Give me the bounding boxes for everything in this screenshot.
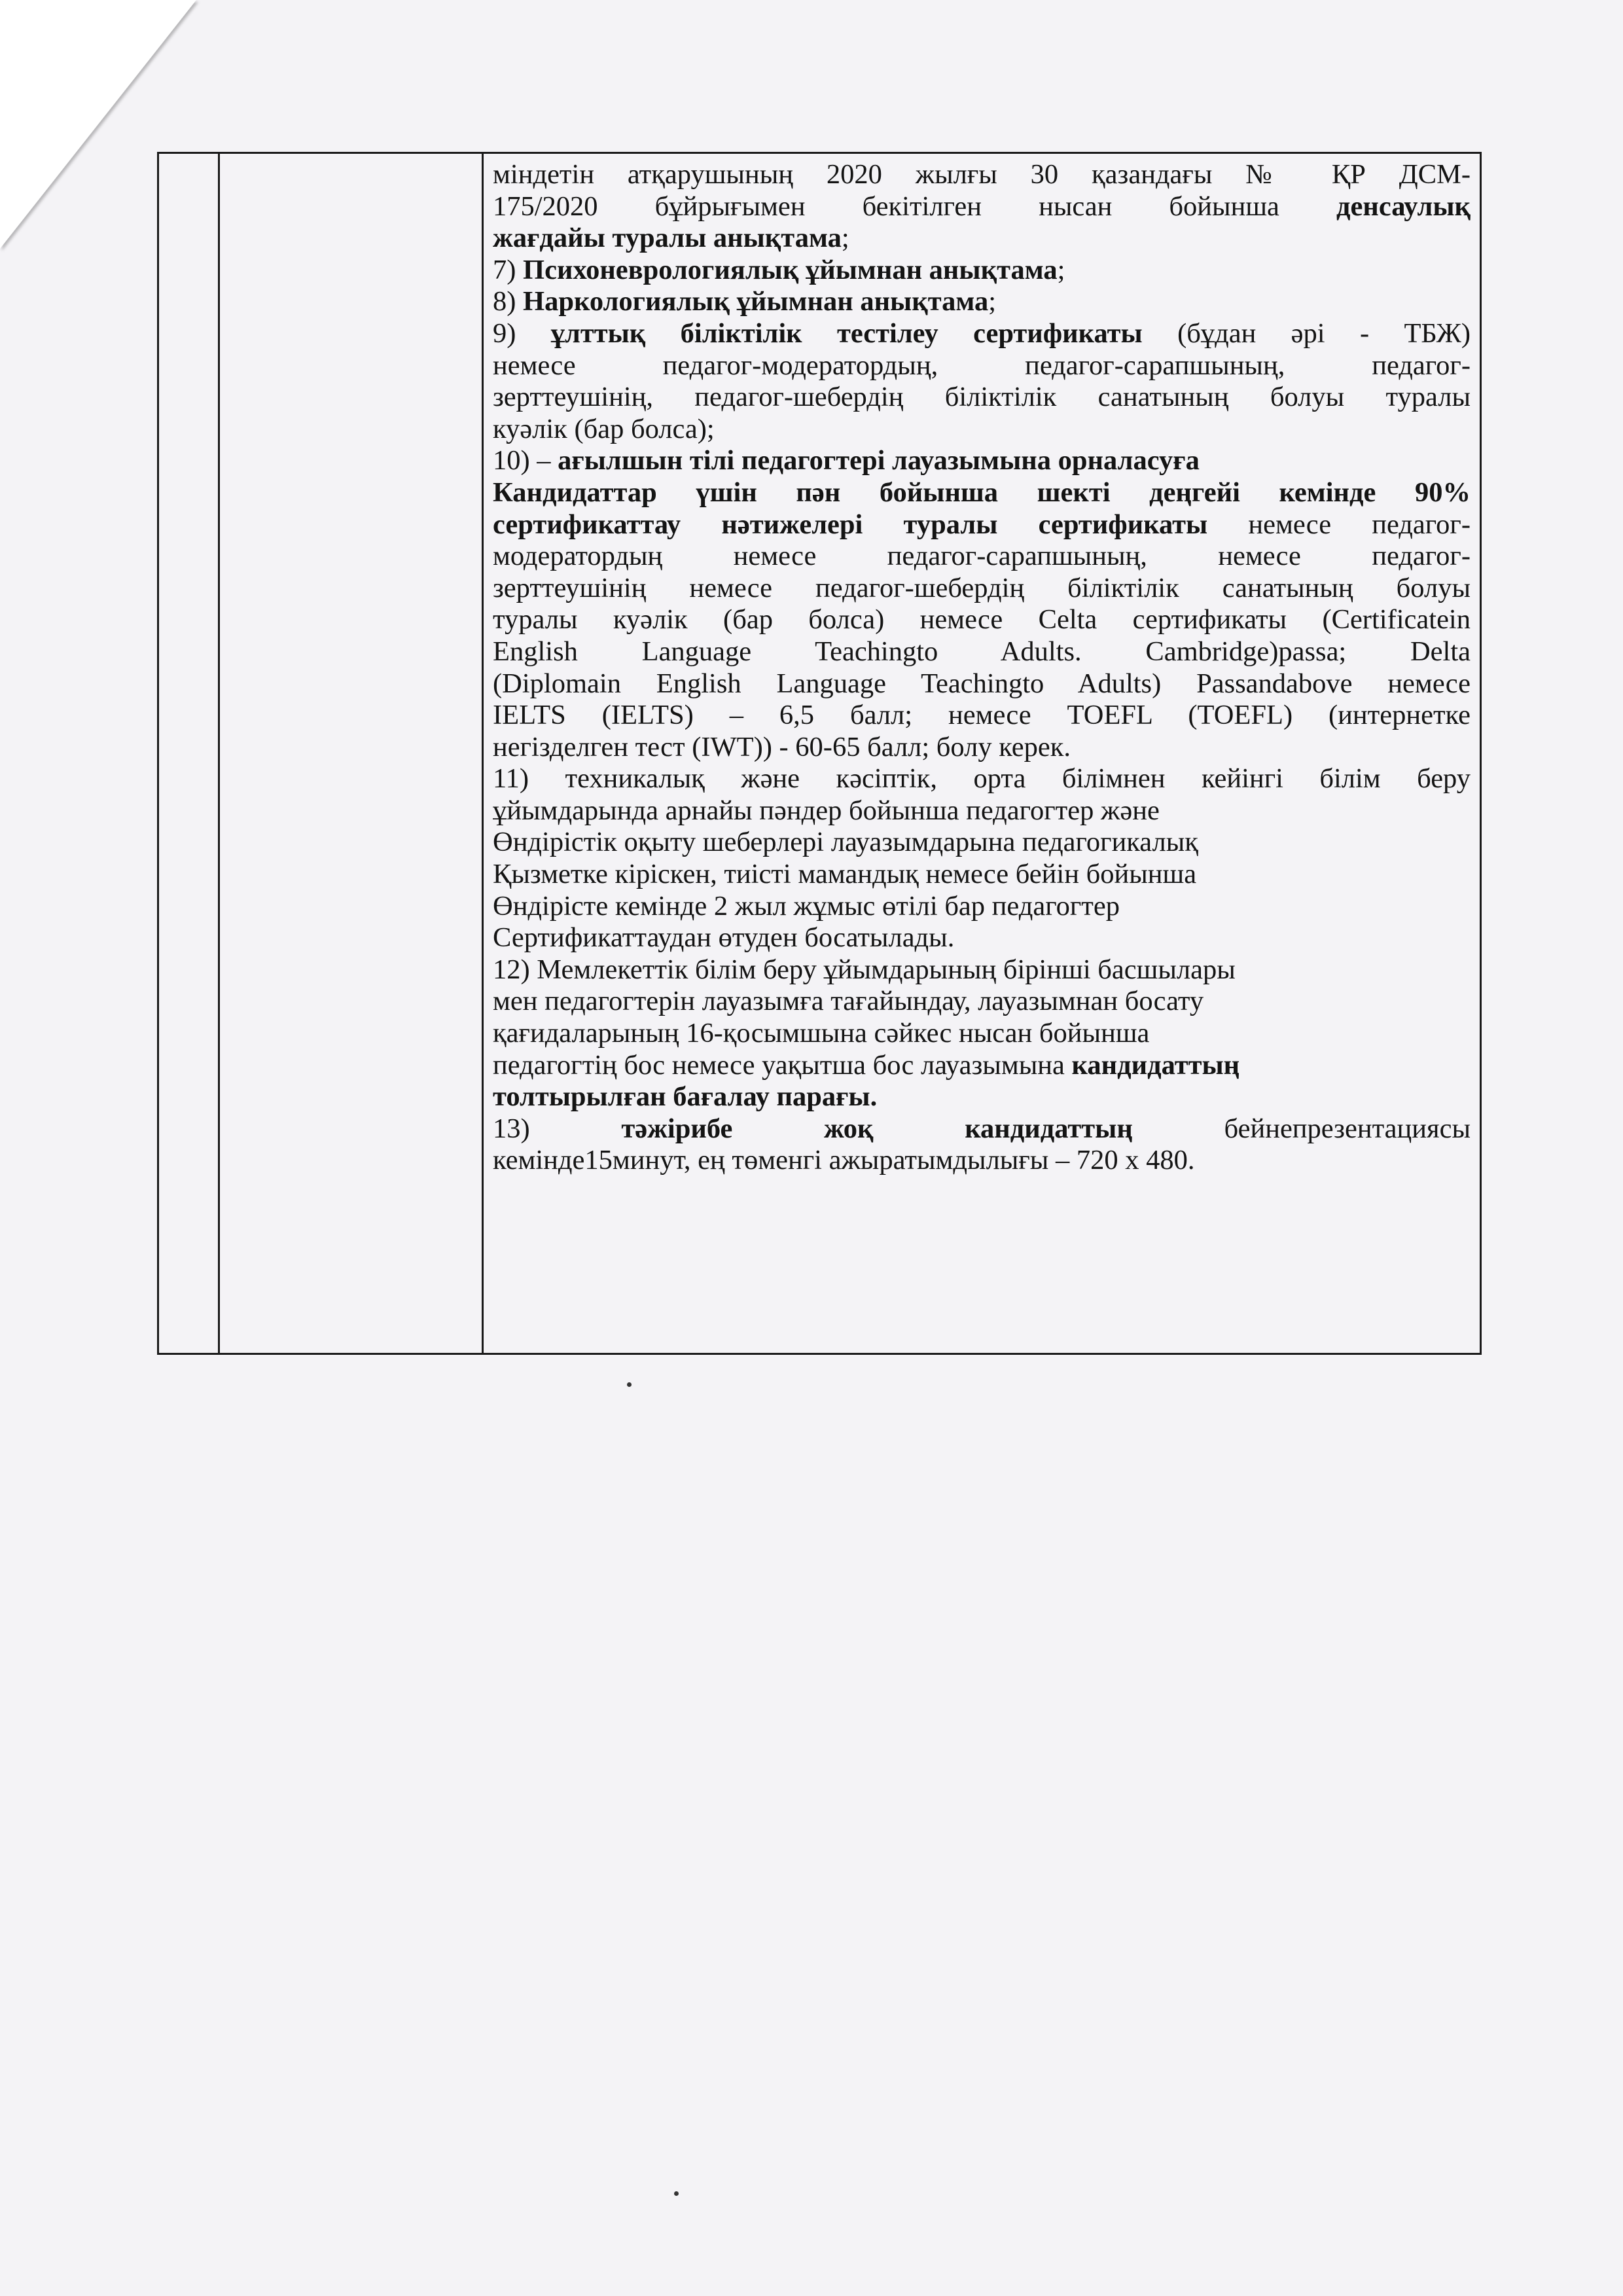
text-line: [493, 255, 1471, 287]
text-segment: 175/2020 бұйрығымен бекітілген нысан бойынша: [493, 190, 1336, 222]
text-line: [493, 954, 1471, 986]
text-segment: IELTS (IELTS) – 6,5 балл; немесе TOEFL (TOEFL) (интернетке: [493, 700, 1471, 731]
text-segment: 10) –: [493, 445, 558, 476]
bold-text: сертификаттау нәтижелері туралы сертификаты: [493, 509, 1208, 540]
text-line: [493, 382, 1471, 414]
text-segment: бейнепрезентациясы: [1132, 1113, 1471, 1144]
text-line: [493, 541, 1471, 573]
document-requirements-cell: [484, 154, 1480, 1353]
text-segment: ұйымдарында арнайы пәндер бойынша педагогтер және: [493, 795, 1160, 826]
text-line: [493, 1081, 1471, 1113]
text-line: [493, 159, 1471, 191]
bold-text: Кандидаттар үшін пән бойынша шекті деңгейі кемінде 90%: [493, 476, 1471, 508]
text-segment: ;: [841, 223, 849, 254]
text-segment: мен педагогтерін лауазымға тағайындау, лауазымнан босату: [493, 986, 1204, 1017]
text-segment: немесе педагог-модератордың, педагог-сарапшының, педагог-: [493, 350, 1471, 381]
bold-text: денсаулық: [1336, 190, 1471, 222]
text-line: [493, 350, 1471, 382]
text-line: [493, 414, 1471, 446]
text-segment: Өндірісте кемінде 2 жыл жұмыс өтілі бар педагогтер: [493, 890, 1120, 922]
text-segment: English Language Teachingto Adults. Cambridge)passa; Delta: [493, 636, 1471, 667]
text-line: [493, 859, 1471, 891]
text-segment: ;: [988, 286, 997, 317]
text-line: [493, 223, 1471, 255]
text-segment: 13): [493, 1113, 622, 1144]
text-segment: немесе педагог-: [1207, 509, 1471, 540]
text-segment: туралы куәлік (бар болса) немесе Celta сертификаты (Certificatein: [493, 604, 1471, 636]
text-segment: негізделген тест (IWT)) - 60-65 балл; болу керек.: [493, 731, 1071, 762]
text-line: [493, 763, 1471, 795]
column-divider-1: [218, 154, 220, 1353]
text-segment: 7): [493, 254, 524, 285]
text-line: [493, 1018, 1471, 1050]
text-segment: Қызметке кіріскен, тиісті мамандық немесе бейін бойынша: [493, 859, 1197, 890]
bold-text: Наркологиялық ұйымнан анықтама: [523, 286, 989, 317]
text-segment: модератордың немесе педагог-сарапшының, немесе педагог-: [493, 541, 1471, 572]
text-line: [493, 1113, 1471, 1145]
text-segment: қағидаларының 16-қосымшына сәйкес нысан бойынша: [493, 1018, 1150, 1049]
text-line: [493, 318, 1471, 350]
text-segment: (Diplomain English Language Teachingto Adults) Passandabove немесе: [493, 668, 1471, 699]
text-segment: 11) техникалық және кәсіптік, орта білімнен кейінгі білім беру: [493, 763, 1471, 795]
text-line: [493, 668, 1471, 700]
bold-text: ұлттық біліктілік тестілеу сертификаты: [550, 317, 1143, 349]
text-segment: міндетін атқарушының 2020 жылғы 30 қазандағы № ҚР ДСМ-: [493, 159, 1471, 190]
text-line: [493, 286, 1471, 318]
text-line: [493, 700, 1471, 732]
text-segment: 8): [493, 286, 524, 317]
text-line: [493, 509, 1471, 541]
text-line: [493, 827, 1471, 859]
text-segment: педагогтің бос немесе уақытша бос лауазымына: [493, 1049, 1072, 1081]
text-line: [493, 732, 1471, 764]
bold-text: Психоневрологиялық ұйымнан анықтама: [523, 254, 1058, 285]
text-segment: зерттеушінің немесе педагог-шебердің біліктілік санатының болуы: [493, 572, 1471, 603]
bold-text: жағдайы туралы анықтама: [493, 223, 842, 254]
text-line: [493, 922, 1471, 954]
scan-mark: [674, 2191, 679, 2196]
text-segment: 12) Мемлекеттік білім беру ұйымдарының бірінші басшылары: [493, 954, 1236, 985]
text-line: [493, 445, 1471, 477]
text-segment: куәлік (бар болса);: [493, 413, 715, 444]
text-segment: Сертификаттаудан өтуден босатылады.: [493, 922, 955, 954]
text-line: [493, 795, 1471, 827]
text-segment: кемінде15минут, ең төменгі ажыратымдылығы – 720 х 480.: [493, 1145, 1195, 1176]
text-line: [493, 191, 1471, 223]
text-segment: (бұдан әрі - ТБЖ): [1142, 317, 1471, 349]
text-segment: ;: [1057, 254, 1065, 285]
bold-text: тәжірибе жоқ кандидаттың: [621, 1113, 1133, 1144]
bold-text: толтырылған бағалау парағы.: [493, 1081, 878, 1113]
text-line: [493, 986, 1471, 1018]
bold-text: ағылшын тілі педагогтері лауазымына орналасуға: [558, 445, 1200, 476]
bold-text: кандидаттың: [1071, 1049, 1240, 1081]
text-segment: зерттеушінің, педагог-шебердің біліктілік санатының болуы туралы: [493, 382, 1471, 413]
scan-mark: [627, 1382, 632, 1387]
text-line: [493, 604, 1471, 636]
requirements-table: [157, 152, 1482, 1355]
text-segment: Өндірістік оқыту шеберлері лауазымдарына педагогикалық: [493, 827, 1198, 858]
text-line: [493, 1050, 1471, 1082]
text-segment: 9): [493, 317, 551, 349]
text-line: [493, 891, 1471, 923]
text-line: [493, 573, 1471, 605]
text-line: [493, 1145, 1471, 1177]
text-line: [493, 477, 1471, 509]
text-line: [493, 636, 1471, 668]
